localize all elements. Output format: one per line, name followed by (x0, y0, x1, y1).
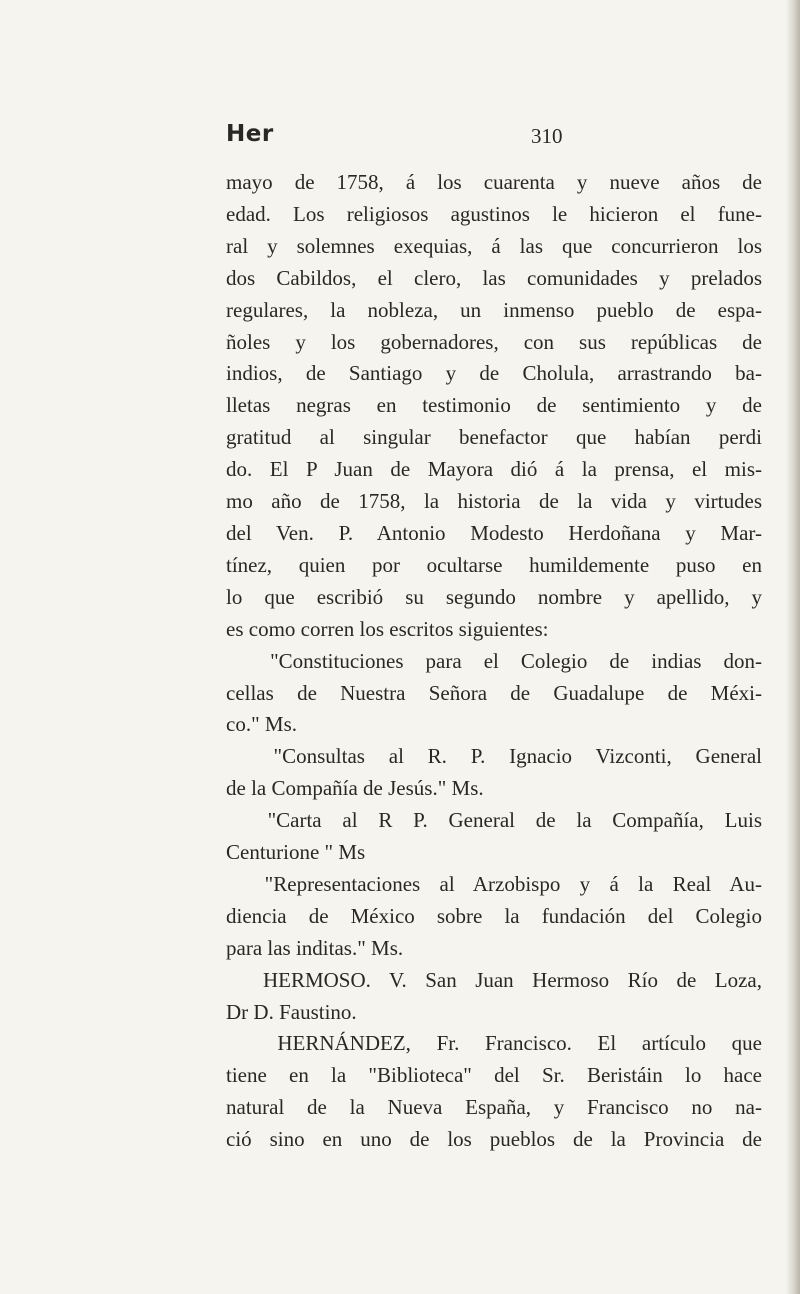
text-line: co." Ms. (226, 712, 297, 737)
text-line: dos Cabildos, el clero, las comunidades y prelados (226, 265, 762, 290)
text-line: gratitud al singular benefactor que habían perdi (226, 425, 762, 450)
text-line: HERMOSO. V. San Juan Hermoso Río de Loza, (226, 967, 762, 992)
text-line: natural de la Nueva España, y Francisco no na- (226, 1095, 762, 1120)
text-line: de la Compañía de Jesús." Ms. (226, 776, 484, 801)
text-line: do. El P Juan de Mayora dió á la prensa, el mis- (226, 457, 762, 482)
text-line: cellas de Nuestra Señora de Guadalupe de Méxi- (226, 680, 762, 705)
page-number: 310 (531, 124, 563, 148)
page-edge-shadow (786, 0, 800, 1294)
text-line: lo que escribió su segundo nombre y apellido, y (226, 584, 762, 609)
text-line: indios, de Santiago y de Cholula, arrastrando ba- (226, 361, 762, 386)
text-line: "Representaciones al Arzobispo y á la Real Au- (226, 871, 762, 896)
page-header (226, 121, 762, 151)
text-line: diencia de México sobre la fundación del Colegio (226, 903, 762, 928)
text-line: regulares, la nobleza, un inmenso pueblo de espa- (226, 297, 762, 322)
text-line: lletas negras en testimonio de sentimiento y de (226, 393, 762, 418)
text-line: ral y solemnes exequias, á las que concurrieron los (226, 233, 762, 258)
text-line: para las inditas." Ms. (226, 935, 404, 960)
text-line: mayo de 1758, á los cuarenta y nueve años de (226, 170, 762, 194)
text-line: mo año de 1758, la historia de la vida y virtudes (226, 489, 762, 514)
text-line: "Carta al R P. General de la Compañía, Luis (226, 808, 762, 833)
text-line: del Ven. P. Antonio Modesto Herdoñana y Mar- (226, 520, 762, 545)
text-line: "Constituciones para el Colegio de indias don- (226, 648, 762, 673)
text-line: es como corren los escritos siguientes: (226, 616, 549, 641)
text-line: edad. Los religiosos agustinos le hicieron el fune- (226, 201, 762, 226)
text-line: Centurione " Ms (226, 840, 366, 865)
running-head: Her (226, 121, 274, 147)
text-line: HERNÁNDEZ, Fr. Francisco. El artículo que (226, 1031, 762, 1056)
text-line: ñoles y los gobernadores, con sus repúblicas de (226, 329, 762, 354)
text-line: tiene en la "Biblioteca" del Sr. Beristáin lo hace (226, 1063, 762, 1088)
text-line: tínez, quien por ocultarse humildemente puso en (226, 552, 762, 577)
text-line: Dr D. Faustino. (226, 999, 357, 1024)
text-line: ció sino en uno de los pueblos de la Provincia de (226, 1127, 762, 1152)
body-text (226, 167, 762, 1156)
text-line: "Consultas al R. P. Ignacio Vizconti, General (226, 744, 762, 769)
